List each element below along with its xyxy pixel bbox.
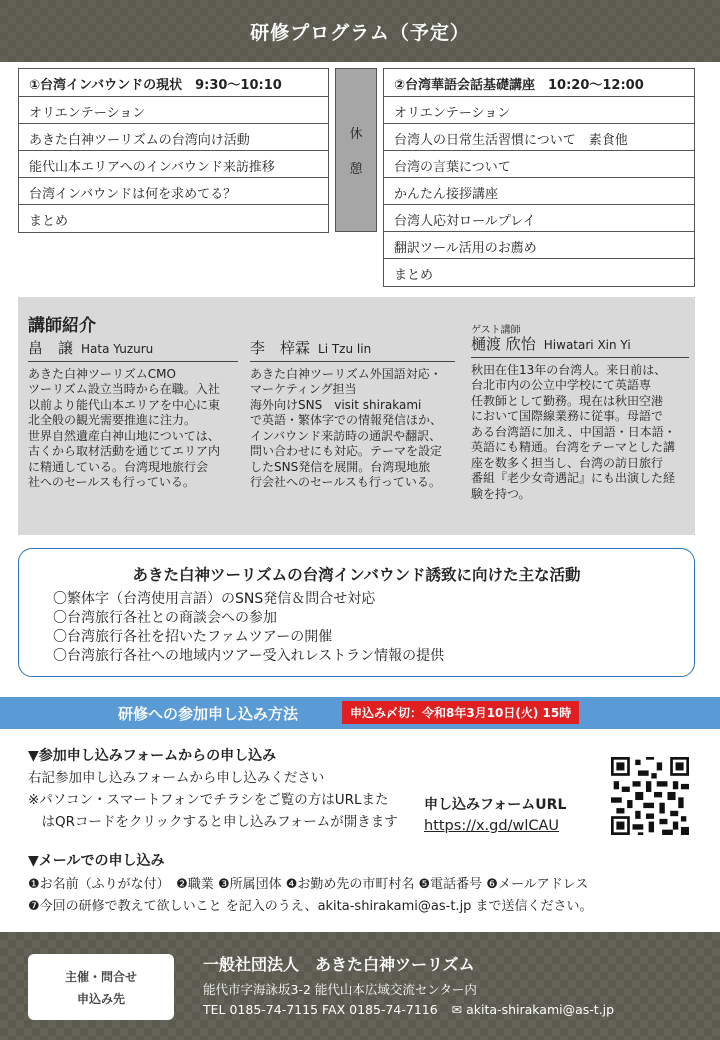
apply-title: 研修への参加申し込み方法 [118, 705, 299, 723]
url-label: 申し込みフォームURL [424, 797, 567, 813]
instructor-bio: 秋田在住13年の台湾人。来日前は、 台北市内の公立中学校にて英語専 任教師として勤務。現在は秋田空港 において国際線業務に従事。母語で ある台湾語に加え、中国語・日本語・ 英語にも精通。台湾をテーマとした講 座を数多く担当し、台湾の訪日旅行 番組『老少女奇遇記』にも出演した経 験を持つ。 [471, 362, 676, 501]
break-char: 憩 [349, 162, 363, 177]
form-line: 右記参加申し込みフォームから申し込みください [28, 770, 325, 786]
apply-bar [0, 697, 720, 729]
instructors-title: 講師紹介 [28, 316, 96, 336]
organizer-label-box [28, 954, 174, 1020]
session2-item: 台湾人応対ロールプレイ [384, 205, 694, 232]
instructor-name: 李 梓霖 [250, 339, 311, 357]
session1-item: 能代山本エリアへのインバウンド来訪推移 [19, 151, 328, 178]
session1-item: オリエンテーション [19, 97, 328, 124]
instructors-section [18, 297, 695, 535]
activities-list [53, 590, 694, 666]
form-section [28, 745, 428, 833]
activity-item: 〇台湾旅行各社への地域内ツアー受入れレストラン情報の提供 [53, 648, 445, 664]
organizer-label: 申込み先 [76, 992, 125, 1006]
footer-band [0, 932, 720, 1040]
instructor-bio: あきた白神ツーリズム外国語対応・ マーケティング担当 海外向けSNS visit shirakami で英語・繁体字での情報発信ほか、 インバウンド来訪時の通訳や翻訳、 問い合わせにも対応。テーマを設定 したSNS発信を展開。台湾現地旅 行会社へのセールスも行っている。 [250, 366, 443, 489]
mail-heading: ▼メールでの申し込み [28, 853, 165, 869]
org-address: 能代市字海詠坂3-2 能代山本広域交流センター内 [203, 982, 477, 997]
instructor-name-row [28, 341, 238, 362]
session2-item: オリエンテーション [384, 97, 694, 124]
instructor-bio: あきた白神ツーリズムCMO ツーリズム設立当時から在職。入社 以前より能代山本エリアを中心に東 北全般の観光需要推進に注力。 世界自然遺産白神山地については、 古くから取材活動を通じてエリア内 に精通している。台湾現地旅行会 社へのセールスも行っている。 [28, 366, 221, 489]
session2-item: 台湾人の日常生活習慣について 素食他 [384, 124, 694, 151]
instructor-name: 樋渡 欣怡 [471, 335, 536, 353]
session1-item: まとめ [29, 214, 69, 229]
mail-icon: ✉ [451, 1002, 463, 1017]
form-line: はQRコードをクリックすると申し込みフォームが開きます [28, 814, 398, 830]
org-email[interactable]: akita-shirakami@as-t.jp [466, 1002, 615, 1017]
instructor-card [28, 341, 238, 491]
session2-item: まとめ [394, 268, 434, 283]
activity-item: 〇台湾旅行各社を招いたファムツアーの開催 [53, 629, 333, 645]
break-char: 休 [349, 127, 363, 142]
mail-line: ❶お名前（ふりがな付） ❷職業 ❸所属団体 ❹お勤め先の市町村名 ❺電話番号 ❻メールアドレス [28, 877, 589, 892]
session1-item: あきた白神ツーリズムの台湾向け活動 [19, 124, 328, 151]
session2-table [383, 68, 695, 287]
activities-heading: あきた白神ツーリズムの台湾インバウンド誘致に向けた主な活動 [132, 566, 581, 584]
page-title: 研修プログラム（予定） [250, 21, 470, 44]
instructor-card [250, 341, 455, 491]
org-tel: TEL 0185-74-7115 FAX 0185-74-7116 [203, 1002, 438, 1017]
instructor-name-row [250, 341, 455, 362]
org-contact [203, 1002, 614, 1017]
activities-box [18, 548, 695, 677]
session2-title: ②台湾華語会話基礎講座 10:20～12:00 [384, 69, 694, 97]
url-block [424, 794, 566, 834]
mail-line: ❼今回の研修で教えて欲しいこと を記入のうえ、akita-shirakami@as-t.jp まで送信ください。 [28, 899, 593, 914]
organizer-label: 主催・問合せ [64, 970, 137, 984]
session2-item: 台湾の言葉について [384, 151, 694, 178]
org-name: 一般社団法人 あきた白神ツーリズム [203, 955, 475, 974]
session2-item: かんたん接拶講座 [384, 178, 694, 205]
session1-table [18, 68, 329, 233]
qr-code[interactable] [611, 757, 689, 835]
session1-title: ①台湾インバウンドの現状 9:30～10:10 [19, 69, 328, 97]
deadline-badge: 申込み〆切：令和8年3月10日(火) 15時 [342, 701, 579, 724]
form-url-link[interactable]: https://x.gd/wlCAU [424, 818, 560, 834]
header-band [0, 0, 720, 62]
activity-item: 〇台湾旅行各社との商談会への参加 [53, 610, 277, 626]
instructor-card [471, 323, 689, 502]
session2-item: 翻訳ツール活用のお薦め [384, 232, 694, 259]
form-heading: ▼参加申し込みフォームからの申し込み [28, 748, 277, 764]
instructor-name-row [471, 337, 689, 358]
session1-item: 台湾インバウンドは何を求めてる？ [19, 178, 328, 205]
instructor-roman: Hata Yuzuru [81, 342, 154, 356]
instructor-roman: Hiwatari Xin Yi [543, 338, 631, 352]
instructor-name: 畠 譲 [28, 339, 74, 357]
mail-section [28, 850, 708, 918]
guest-label: ゲスト講師 [471, 325, 521, 336]
form-line: ※パソコン・スマートフォンでチラシをご覧の方はURLまた [28, 792, 389, 808]
instructor-roman: Li Tzu lin [318, 342, 372, 356]
break-block [335, 68, 377, 232]
activity-item: 〇繁体字（台湾使用言語）のSNS発信＆問合せ対応 [53, 591, 376, 607]
